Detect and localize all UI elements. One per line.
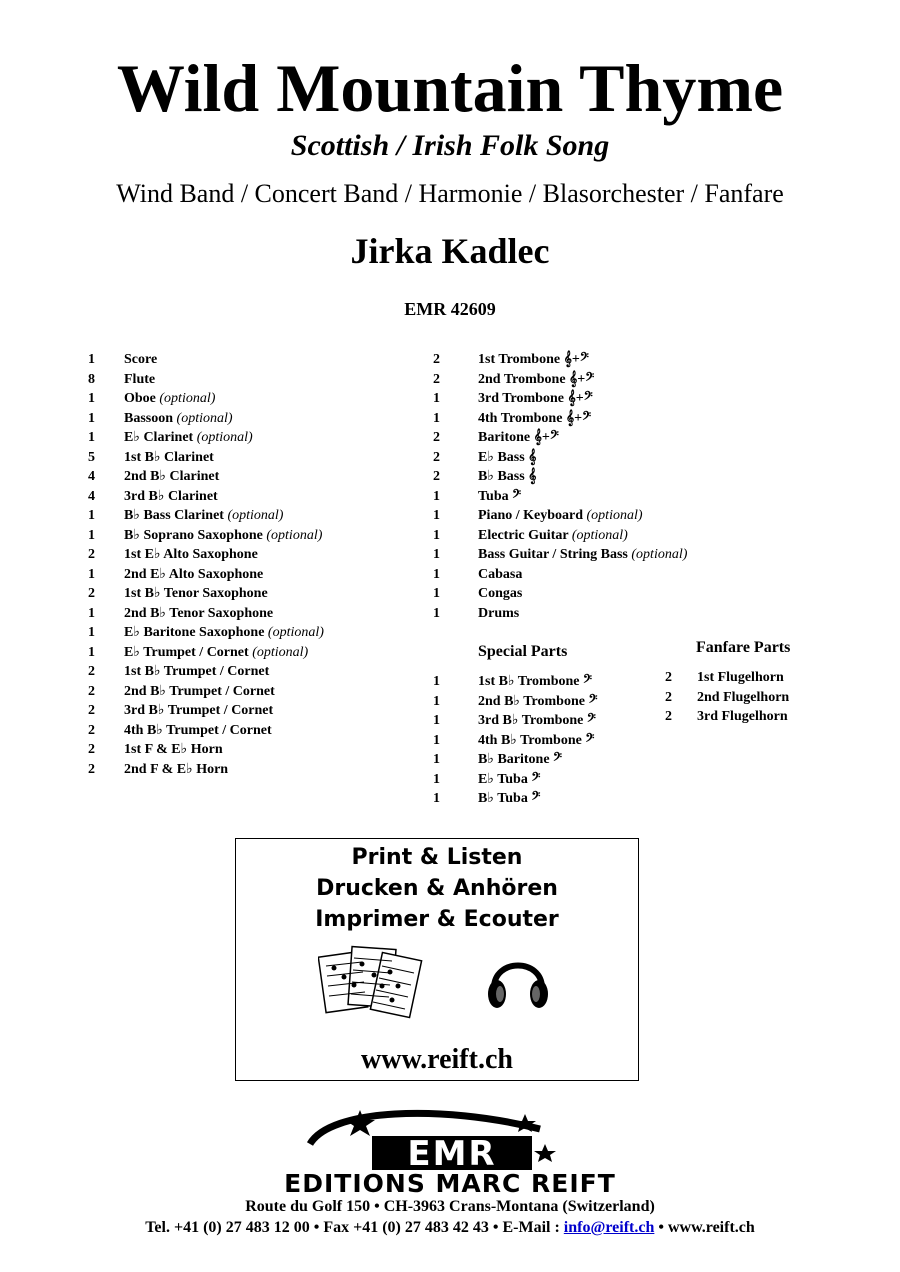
part-quantity: 2 xyxy=(88,742,95,757)
part-label: 4th B♭ Trumpet / Cornet xyxy=(124,722,272,738)
part-name xyxy=(478,750,562,770)
part-quantity: 2 xyxy=(433,352,440,367)
part-name xyxy=(124,545,258,565)
part-label: Bassoon xyxy=(124,410,174,426)
part-label: 3rd B♭ Clarinet xyxy=(124,488,218,504)
part-label: 1st E♭ Alto Saxophone xyxy=(124,547,258,562)
contact-line xyxy=(0,1218,900,1238)
special-parts-heading: Special Parts xyxy=(478,643,568,660)
part-label: 2nd B♭ Clarinet xyxy=(124,469,220,484)
part-name xyxy=(124,721,272,741)
optional-note: (optional) xyxy=(631,547,688,562)
sheet-music-icon xyxy=(318,944,428,1026)
part-name xyxy=(478,506,643,526)
part-row xyxy=(88,623,418,643)
part-label: Baritone 𝄞+𝄢 xyxy=(478,430,559,445)
part-label: E♭ Tuba 𝄢 xyxy=(478,771,541,787)
part-row xyxy=(88,409,418,429)
part-row xyxy=(88,448,418,468)
part-row xyxy=(88,545,418,565)
part-name xyxy=(124,760,228,780)
part-quantity: 2 xyxy=(433,469,440,484)
part-row xyxy=(433,692,653,712)
special-parts-list xyxy=(433,672,653,809)
part-quantity: 1 xyxy=(433,752,440,767)
part-quantity: 1 xyxy=(88,625,95,640)
part-row xyxy=(88,350,418,370)
part-quantity: 2 xyxy=(88,683,95,699)
part-name xyxy=(124,487,218,507)
part-label: B♭ Bass Clarinet xyxy=(124,508,224,523)
part-quantity: 1 xyxy=(88,605,95,621)
part-label: Electric Guitar xyxy=(478,527,569,543)
part-name xyxy=(478,545,687,565)
part-name xyxy=(124,623,324,643)
part-label: Congas xyxy=(478,586,523,601)
part-quantity: 1 xyxy=(433,693,440,709)
headphones-icon xyxy=(486,944,550,1014)
part-label: B♭ Baritone 𝄢 xyxy=(478,752,563,767)
part-row xyxy=(665,688,825,708)
part-row xyxy=(88,370,418,390)
part-name xyxy=(478,604,519,624)
contact-suffix: • www.reift.ch xyxy=(654,1219,755,1236)
part-row xyxy=(433,389,723,409)
part-label: B♭ Soprano Saxophone xyxy=(124,527,263,543)
part-name xyxy=(478,565,522,585)
optional-note: (optional) xyxy=(196,430,253,445)
part-label: 2nd B♭ Trumpet / Cornet xyxy=(124,683,275,699)
part-quantity: 2 xyxy=(88,761,95,777)
part-quantity: 1 xyxy=(88,430,95,445)
part-quantity: 1 xyxy=(88,644,95,660)
part-quantity: 1 xyxy=(433,391,440,406)
part-row xyxy=(433,409,723,429)
part-name xyxy=(124,604,273,624)
part-quantity: 1 xyxy=(433,527,440,543)
part-name xyxy=(697,688,789,708)
contact-prefix: Tel. +41 (0) 27 483 12 00 • Fax +41 (0) 27 483 42 43 • E-Mail : xyxy=(145,1219,564,1236)
part-quantity: 1 xyxy=(433,791,440,806)
part-row xyxy=(88,428,418,448)
part-quantity: 2 xyxy=(433,449,440,465)
part-name xyxy=(478,731,594,751)
optional-note: (optional) xyxy=(176,410,233,426)
part-quantity: 2 xyxy=(88,722,95,738)
part-quantity: 1 xyxy=(433,488,440,504)
part-row xyxy=(88,721,418,741)
part-name xyxy=(124,584,268,604)
part-row xyxy=(433,711,653,731)
part-label: 1st B♭ Clarinet xyxy=(124,449,214,465)
promo-line-3: Imprimer & Ecouter xyxy=(315,907,559,932)
part-name xyxy=(478,526,628,546)
part-name xyxy=(124,662,269,682)
part-name xyxy=(478,389,593,409)
part-quantity: 2 xyxy=(433,371,440,387)
part-label: Cabasa xyxy=(478,566,523,582)
part-label: 3rd B♭ Trombone 𝄢 xyxy=(478,713,596,728)
part-name xyxy=(478,789,540,809)
part-quantity: 1 xyxy=(433,674,440,689)
optional-note: (optional) xyxy=(227,508,284,523)
part-quantity: 2 xyxy=(88,703,95,718)
part-label: E♭ Clarinet xyxy=(124,430,194,445)
optional-note: (optional) xyxy=(266,527,323,543)
part-label: Drums xyxy=(478,605,520,621)
part-label: 1st Trombone 𝄞+𝄢 xyxy=(478,352,589,367)
part-quantity: 1 xyxy=(88,566,95,582)
part-quantity: 1 xyxy=(88,410,95,426)
part-quantity: 2 xyxy=(88,547,95,562)
part-quantity: 1 xyxy=(433,732,440,748)
part-label: 2nd B♭ Tenor Saxophone xyxy=(124,605,274,621)
part-quantity: 1 xyxy=(433,605,440,621)
publisher-address: Route du Golf 150 • CH-3963 Crans-Montana (Switzerland) xyxy=(245,1198,655,1215)
part-row xyxy=(433,672,653,692)
part-name xyxy=(124,409,233,429)
publisher-name: EDITIONS MARC REIFT xyxy=(284,1169,616,1198)
part-name xyxy=(478,692,597,712)
part-label: 2nd Flugelhorn xyxy=(697,689,790,705)
part-row xyxy=(88,662,418,682)
part-label: 2nd F & E♭ Horn xyxy=(124,761,229,777)
part-label: 2nd B♭ Trombone 𝄢 xyxy=(478,693,598,709)
part-name xyxy=(697,668,784,688)
part-name xyxy=(124,467,219,487)
part-quantity: 2 xyxy=(665,689,672,705)
part-row xyxy=(88,565,418,585)
part-row xyxy=(88,506,418,526)
part-label: 1st B♭ Trumpet / Cornet xyxy=(124,664,270,679)
part-quantity: 1 xyxy=(433,508,440,523)
optional-note: (optional) xyxy=(267,625,324,640)
part-quantity: 4 xyxy=(88,488,95,504)
part-row xyxy=(433,448,723,468)
part-label: 2nd E♭ Alto Saxophone xyxy=(124,566,264,582)
part-row xyxy=(88,740,418,760)
part-row xyxy=(433,487,723,507)
parts-list-left xyxy=(88,350,418,779)
part-quantity: 1 xyxy=(433,547,440,562)
part-name xyxy=(124,526,322,546)
composer-name: Jirka Kadlec xyxy=(350,231,550,271)
optional-note: (optional) xyxy=(159,391,216,406)
fanfare-parts-heading: Fanfare Parts xyxy=(696,639,791,656)
part-label: 1st F & E♭ Horn xyxy=(124,742,223,757)
part-label: Piano / Keyboard xyxy=(478,508,584,523)
part-row xyxy=(88,526,418,546)
part-label: 3rd Trombone 𝄞+𝄢 xyxy=(478,391,593,406)
part-row xyxy=(433,604,723,624)
part-name xyxy=(478,711,596,731)
part-row xyxy=(433,545,723,565)
part-row xyxy=(88,389,418,409)
part-quantity: 4 xyxy=(88,469,95,484)
subtitle: Scottish / Irish Folk Song xyxy=(290,129,610,162)
part-row xyxy=(433,467,723,487)
part-name xyxy=(124,506,283,526)
part-quantity: 1 xyxy=(433,713,440,728)
optional-note: (optional) xyxy=(571,527,628,543)
part-row xyxy=(665,668,825,688)
part-name xyxy=(697,707,788,727)
part-row xyxy=(88,467,418,487)
part-label: 2nd Trombone 𝄞+𝄢 xyxy=(478,371,595,387)
part-label: 3rd Flugelhorn xyxy=(697,709,788,724)
part-row xyxy=(88,701,418,721)
part-label: Tuba 𝄢 xyxy=(478,488,522,504)
part-label: Bass Guitar / String Bass xyxy=(478,547,628,562)
part-quantity: 2 xyxy=(665,709,672,724)
part-name xyxy=(478,448,536,468)
part-row xyxy=(433,506,723,526)
part-quantity: 1 xyxy=(88,391,95,406)
part-name xyxy=(124,448,214,468)
part-label: 1st Flugelhorn xyxy=(697,670,784,685)
part-name xyxy=(124,643,308,663)
part-row xyxy=(433,526,723,546)
part-label: Score xyxy=(124,352,158,367)
part-name xyxy=(478,770,540,790)
part-name xyxy=(478,409,591,429)
part-name xyxy=(124,389,215,409)
part-row xyxy=(88,584,418,604)
part-name xyxy=(124,682,275,702)
part-name xyxy=(124,428,253,448)
part-quantity: 2 xyxy=(88,664,95,679)
part-quantity: 2 xyxy=(433,430,440,445)
promo-line-2: Drucken & Anhören xyxy=(316,876,558,901)
part-name xyxy=(478,467,536,487)
part-label: 1st B♭ Trombone 𝄢 xyxy=(478,674,593,689)
part-label: E♭ Baritone Saxophone xyxy=(124,625,265,640)
part-name xyxy=(124,350,157,370)
part-quantity: 1 xyxy=(433,566,440,582)
part-name xyxy=(124,740,223,760)
page-title: Wild Mountain Thyme xyxy=(116,50,784,126)
part-row xyxy=(665,707,825,727)
part-quantity: 1 xyxy=(88,527,95,543)
part-name xyxy=(124,370,155,390)
part-label: E♭ Bass 𝄞 xyxy=(478,449,537,465)
part-quantity: 1 xyxy=(88,352,95,367)
part-label: 4th Trombone 𝄞+𝄢 xyxy=(478,410,592,426)
part-name xyxy=(478,487,521,507)
part-quantity: 8 xyxy=(88,371,95,387)
part-row xyxy=(88,760,418,780)
part-row xyxy=(88,487,418,507)
part-row xyxy=(88,643,418,663)
fanfare-parts-list xyxy=(665,668,825,727)
website-url[interactable]: www.reift.ch xyxy=(361,1044,513,1075)
parts-list-middle xyxy=(433,350,723,623)
part-quantity: 2 xyxy=(88,586,95,601)
part-label: Flute xyxy=(124,371,156,387)
email-link[interactable]: info@reift.ch xyxy=(563,1219,655,1236)
part-name xyxy=(478,584,522,604)
part-name xyxy=(478,428,559,448)
part-name xyxy=(478,370,594,390)
part-quantity: 1 xyxy=(433,586,440,601)
svg-text:EMR: EMR xyxy=(407,1134,497,1174)
part-row xyxy=(433,750,653,770)
optional-note: (optional) xyxy=(252,644,309,660)
part-name xyxy=(124,701,273,721)
part-row xyxy=(433,584,723,604)
part-row xyxy=(433,789,653,809)
part-quantity: 1 xyxy=(433,771,440,787)
promo-line-1: Print & Listen xyxy=(351,845,523,870)
optional-note: (optional) xyxy=(586,508,643,523)
emr-logo xyxy=(300,1104,600,1174)
part-row xyxy=(88,604,418,624)
part-quantity: 5 xyxy=(88,449,95,465)
ensemble-line: Wind Band / Concert Band / Harmonie / Blasorchester / Fanfare xyxy=(116,179,784,208)
part-name xyxy=(478,350,589,370)
part-label: B♭ Bass 𝄞 xyxy=(478,469,537,484)
catalog-number: EMR 42609 xyxy=(404,299,496,319)
part-label: B♭ Tuba 𝄢 xyxy=(478,791,541,806)
part-label: Oboe xyxy=(124,391,156,406)
part-row xyxy=(433,370,723,390)
part-name xyxy=(478,672,592,692)
part-quantity: 2 xyxy=(665,670,672,685)
part-row xyxy=(433,428,723,448)
part-label: 3rd B♭ Trumpet / Cornet xyxy=(124,703,274,718)
part-quantity: 1 xyxy=(433,410,440,426)
part-name xyxy=(124,565,263,585)
part-label: 4th B♭ Trombone 𝄢 xyxy=(478,732,595,748)
part-label: 1st B♭ Tenor Saxophone xyxy=(124,586,268,601)
print-listen-box xyxy=(235,838,639,1081)
part-label: E♭ Trumpet / Cornet xyxy=(124,644,249,660)
part-row xyxy=(433,350,723,370)
part-row xyxy=(433,770,653,790)
part-quantity: 1 xyxy=(88,508,95,523)
part-row xyxy=(433,731,653,751)
part-row xyxy=(433,565,723,585)
part-row xyxy=(88,682,418,702)
